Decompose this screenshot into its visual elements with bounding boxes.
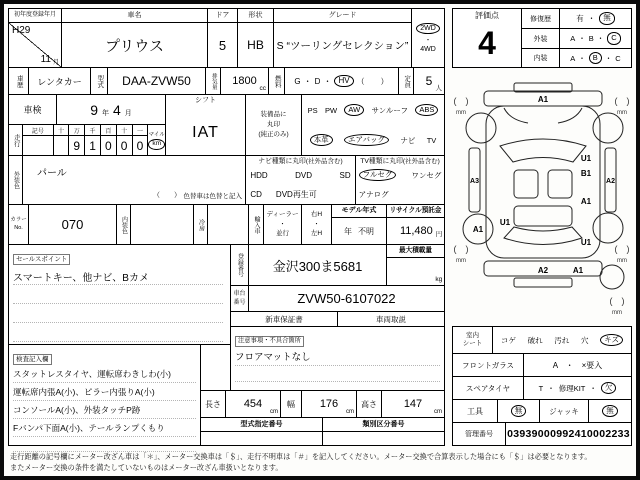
nav-type-header xyxy=(258,156,342,165)
seat-tear: 破れ xyxy=(527,335,543,345)
seat-condition-row xyxy=(452,326,632,354)
width-value: 176 xyxy=(319,398,339,410)
recycle-unit: 円 xyxy=(435,230,443,238)
door-label: ドア xyxy=(208,9,237,23)
type-designation-cell xyxy=(200,417,323,446)
seat-label-1: 室内 xyxy=(466,331,479,339)
spare-dot1: ・ xyxy=(547,383,555,393)
reg-number-label: 登録番号 xyxy=(236,253,243,277)
reg-month: 11 xyxy=(40,54,51,65)
capacity-label-cell xyxy=(398,67,414,95)
fuel-g: G xyxy=(294,76,301,86)
fuel-dot1: ・ xyxy=(303,76,312,86)
mileage-col-header: 万 xyxy=(69,125,84,136)
ext-c-circled: C xyxy=(607,32,620,44)
nav-hdd: HDD xyxy=(250,170,268,180)
equip-aw-circled: AW xyxy=(344,104,364,116)
int-c: C xyxy=(615,53,621,63)
int-color-label-cell xyxy=(116,204,131,245)
import-dot-1: ・ xyxy=(279,220,286,228)
aircon-label: 冷房 xyxy=(197,218,204,231)
shape-value: HB xyxy=(247,38,264,52)
fuel-dot2: ・ xyxy=(323,76,332,86)
model-code-label: 型式 xyxy=(96,74,104,88)
displacement-label-cell xyxy=(205,67,221,95)
equipment-items xyxy=(302,95,444,155)
headlight-right xyxy=(558,108,582,123)
spare-kit: 修理KIT xyxy=(558,383,586,393)
spare-area-circle xyxy=(600,265,624,289)
nav-type-cell xyxy=(245,155,356,205)
equip-navi: ナビ xyxy=(400,135,416,145)
seat-label-cell xyxy=(453,327,493,353)
nav-header-sub: (社外品含む) xyxy=(305,158,343,165)
ext-b: B xyxy=(588,34,594,43)
mm-bracket: ( ) xyxy=(614,96,630,106)
tv-header-sub: (社外品含む) xyxy=(402,158,440,165)
management-number-label: 管理番号 xyxy=(453,423,506,445)
damage-label-rear-a1: A1 xyxy=(572,266,584,275)
color-no-value: 070 xyxy=(28,204,117,245)
management-number-row xyxy=(452,422,632,446)
repair-history-options xyxy=(560,9,631,28)
seat-hole: 穴 xyxy=(581,335,589,345)
eval-score-label: 評価点 xyxy=(475,11,499,20)
int-dot2: ・ xyxy=(604,53,613,63)
height-cell xyxy=(381,390,445,418)
payload-unit: kg xyxy=(435,276,443,283)
headlight-left xyxy=(504,108,528,123)
notes-dotted-line xyxy=(235,366,440,382)
rear-seat xyxy=(514,206,572,226)
displacement-cell xyxy=(220,67,269,95)
mm-label: mm xyxy=(617,110,627,116)
recycle-cell xyxy=(386,204,445,245)
tool-value-cell xyxy=(498,400,540,422)
interior-grade-row xyxy=(521,48,632,68)
reg-month-unit: 月 xyxy=(52,60,59,66)
seat-right xyxy=(548,170,572,198)
windshield-value: A ・ ×要入 xyxy=(552,360,603,370)
tv-type-cell xyxy=(355,155,445,205)
sales-point-label: セールスポイント xyxy=(13,254,70,265)
rear-plate xyxy=(514,278,572,287)
exterior-grade-row xyxy=(521,28,632,49)
management-number-value: 03939000992410002233 xyxy=(507,428,630,440)
import-dealer-cell xyxy=(263,204,302,245)
repair-no-circled: 無 xyxy=(599,12,615,24)
mileage-digit: 0 xyxy=(136,138,144,153)
handle-cell xyxy=(301,204,332,245)
mm-label: mm xyxy=(456,110,466,116)
import-dealer: ディーラー xyxy=(266,210,299,218)
int-a: A xyxy=(570,53,576,63)
damage-label-floor-right: U1 xyxy=(580,238,592,247)
class-number-label: 類別区分番号 xyxy=(323,418,444,432)
seat-stain: 汚れ xyxy=(554,335,570,345)
footer-disclaimer xyxy=(10,452,632,474)
mileage-col xyxy=(85,125,101,155)
seat-label-2: シート xyxy=(462,340,483,347)
aircon-value xyxy=(207,204,249,245)
mileage-sign-col xyxy=(23,125,54,155)
capacity-label: 定員 xyxy=(403,74,411,88)
car-body-outline xyxy=(486,106,600,258)
int-color-value xyxy=(130,204,194,245)
handle-left: 左H xyxy=(310,230,323,238)
first-registration-cell xyxy=(8,8,62,68)
repair-history-label: 修復歴 xyxy=(522,9,560,28)
seat-left xyxy=(514,170,538,198)
shaken-year-unit: 年 xyxy=(102,109,109,117)
ext-color-label-cell xyxy=(8,155,23,205)
damage-label-a1-door: A1 xyxy=(580,197,592,206)
equip-airbag-circled: エアバッグ xyxy=(344,134,389,146)
mileage-sign-label: 記号 xyxy=(23,125,53,136)
width-cell xyxy=(301,390,357,418)
tv-fullseg-circled: フルセグ xyxy=(359,169,397,181)
reg-number-value: 金沢300ま5681 xyxy=(248,244,387,286)
sales-dotted-line xyxy=(13,285,223,304)
chassis-label-cell xyxy=(230,285,249,312)
car-name-cell xyxy=(61,8,208,68)
inspector-label: 検査記入欄 xyxy=(13,354,52,365)
reg-year: H29 xyxy=(12,25,31,36)
sales-point-inner xyxy=(9,245,227,345)
fuel-label: 燃料 xyxy=(273,74,281,88)
model-year-cell xyxy=(331,204,387,245)
interior-grade-label: 内装 xyxy=(522,49,560,67)
shift-label: シフト xyxy=(195,97,216,104)
equip-pw: PW xyxy=(324,105,338,115)
equip-tv: TV xyxy=(426,135,437,145)
nav-row-2 xyxy=(250,185,350,204)
ext-dot2: ・ xyxy=(596,34,605,43)
reg-number-label-cell xyxy=(230,244,249,286)
mileage-col-header: 十 xyxy=(117,125,132,136)
import-label: 輸入車 xyxy=(253,215,259,234)
equip-leather-circled: 本革 xyxy=(310,134,333,146)
model-code-value: DAA-ZVW50 xyxy=(107,67,206,95)
equipment-row-1 xyxy=(302,95,444,125)
length-cell xyxy=(225,390,281,418)
repair-yes: 有 xyxy=(576,14,584,23)
grade-cell xyxy=(273,8,412,68)
door-value: 5 xyxy=(218,37,227,53)
windshield xyxy=(500,139,586,162)
mm-label: mm xyxy=(612,310,622,316)
history-value: レンタカー xyxy=(28,67,91,95)
shape-cell xyxy=(237,8,274,68)
model-year-label: モデル年式 xyxy=(332,205,386,218)
chassis-value: ZVW50-6107022 xyxy=(248,285,445,312)
mileage-col xyxy=(133,125,149,155)
grade-value: S “ツーリングセレクション” xyxy=(276,39,409,52)
windshield-label: フロントガラス xyxy=(453,354,524,376)
sales-point-text: スマートキー、他ナビ、Bカメ xyxy=(13,269,223,285)
color-no-label-1: カラー xyxy=(10,217,27,224)
jack-label: ジャッキ xyxy=(540,400,589,422)
spare-missing-circled: 欠 xyxy=(601,382,617,394)
mileage-digit xyxy=(54,136,69,155)
equipment-label-1: 装備品に xyxy=(260,111,287,119)
inspector-line: 運転席内張A(小)、ピラー内張りA(小) xyxy=(13,383,196,401)
car-name-value: プリウス xyxy=(105,37,164,55)
height-label: 高さ xyxy=(356,390,382,418)
shaken-value-cell xyxy=(56,94,166,125)
mileage-col-header: 十 xyxy=(54,125,69,136)
wheel-rear-right xyxy=(593,213,623,243)
payload-label: 最大積載量 xyxy=(387,245,444,258)
nav-sd: SD xyxy=(339,170,351,180)
shaken-month: 4 xyxy=(113,101,121,118)
mileage-grid xyxy=(22,124,166,156)
notes-label: 注意事項・不具合箇所 xyxy=(235,336,304,347)
car-damage-diagram xyxy=(452,70,632,324)
displacement-label: 排気量 xyxy=(210,72,217,90)
equipment-label-cell xyxy=(246,95,302,155)
mm-bracket: ( ) xyxy=(453,244,469,254)
inspector-line: スタットレスタイヤ、運転席わきしわ(小) xyxy=(13,368,196,383)
history-label: 車歴 xyxy=(15,74,23,88)
first-registration-value xyxy=(9,23,61,67)
class-number-cell xyxy=(322,417,445,446)
tv-analog: アナログ xyxy=(358,189,389,199)
fuel-d: D xyxy=(314,76,321,86)
mileage-col xyxy=(101,125,117,155)
windshield-row xyxy=(452,353,632,377)
km-circled: km xyxy=(148,139,165,150)
type-designation-label: 型式指定番号 xyxy=(201,418,322,432)
notes-text: フロアマットなし xyxy=(235,349,440,366)
mm-bracket: ( ) xyxy=(609,296,625,306)
mileage-digit: 9 xyxy=(73,138,81,153)
mileage-col-header: 百 xyxy=(101,125,116,136)
mileage-col xyxy=(69,125,85,155)
height-value: 147 xyxy=(403,398,423,410)
damage-label-b1: B1 xyxy=(580,169,592,178)
length-value: 454 xyxy=(243,398,263,410)
warranty-cell: 新車保証書 xyxy=(230,311,338,327)
damage-label-wheel: A1 xyxy=(472,225,484,234)
nav-header-main: ナビ種類に丸印 xyxy=(258,158,306,165)
rear-window xyxy=(504,227,582,245)
color-no-label-cell xyxy=(8,204,29,245)
recycle-value: 11,480 xyxy=(399,225,433,237)
ext-color-cell xyxy=(22,155,246,205)
inspector-notes-box xyxy=(8,344,201,446)
payload-cell xyxy=(386,244,445,286)
footer-line-1: 走行距離の記号欄にメーター改ざん車は「＊」、メーター交換車は「＄」、走行不明車は「＃」を記入してください。メーター交換で合算表示した場合にも「＄」は必要となります。 xyxy=(10,452,592,461)
seat-scratch-circled: キズ xyxy=(600,334,623,346)
mileage-digit: 1 xyxy=(89,138,96,153)
mileage-digit: 0 xyxy=(120,138,128,153)
seat-burn: コゲ xyxy=(500,335,516,345)
chassis-label-1: 車台 xyxy=(233,291,246,298)
import-label-cell xyxy=(248,204,264,245)
fuel-paren: （ ） xyxy=(356,76,389,86)
jack-none-circled: 無 xyxy=(602,405,618,417)
inspector-notes-inner xyxy=(9,345,200,455)
eval-score-value: 4 xyxy=(478,25,496,62)
mile-label: マイル xyxy=(148,132,165,139)
wheel-front-left xyxy=(466,113,496,143)
mm-label: mm xyxy=(617,258,627,264)
model-year-value: 不明 xyxy=(358,226,374,236)
tool-none-circled: 無 xyxy=(511,405,527,417)
tv-header-main: TV種類に丸印 xyxy=(360,158,403,165)
import-parallel: 並行 xyxy=(276,230,289,238)
damage-label-right-panel: A2 xyxy=(606,178,615,185)
ext-dot1: ・ xyxy=(578,34,586,43)
equip-abs-circled: ABS xyxy=(415,104,438,116)
nav-cd: CD xyxy=(250,189,262,199)
width-unit: cm xyxy=(346,409,354,415)
notes-box xyxy=(230,326,445,391)
shift-value: IAT xyxy=(192,123,219,141)
model-year-value-row xyxy=(344,218,374,244)
drive-4wd: 4WD xyxy=(420,46,436,54)
shift-cell xyxy=(165,94,246,156)
mileage-col-header: 一 xyxy=(133,125,148,136)
damage-label-floor-left: U1 xyxy=(499,218,511,227)
repair-history-row xyxy=(521,8,632,29)
ext-color-value: パール xyxy=(37,168,67,179)
length-unit: cm xyxy=(270,409,278,415)
damage-label-left-panel: A3 xyxy=(470,178,479,185)
import-dot-2: ・ xyxy=(313,220,320,228)
first-registration-label: 初年度登録年月 xyxy=(9,9,61,23)
color-no-label-2: No. xyxy=(14,224,23,231)
model-year-unit: 年 xyxy=(344,226,352,236)
tools-row xyxy=(452,399,632,423)
damage-label-u1-top: U1 xyxy=(580,154,592,163)
fuel-options-cell xyxy=(284,67,399,95)
spare-tire-label: スペアタイヤ xyxy=(453,377,524,399)
height-unit: cm xyxy=(434,409,442,415)
mm-bracket: ( ) xyxy=(614,244,630,254)
damage-label-rear-a2: A2 xyxy=(537,266,549,275)
length-label: 長さ xyxy=(200,390,226,418)
repair-dot: ・ xyxy=(587,14,596,23)
footer-line-2: またメーター交換の条件を満たしていないものはメーター改ざん車扱いとなります。 xyxy=(10,462,283,472)
ext-color-note: 色替車は色替と記入 xyxy=(183,193,242,200)
mileage-label: 走行 xyxy=(12,133,20,147)
nav-dvd: DVD xyxy=(295,170,313,180)
eval-score-cell xyxy=(452,8,522,68)
mileage-sign-value xyxy=(23,136,53,155)
shaken-year: 9 xyxy=(90,101,98,118)
tv-row-2 xyxy=(359,185,442,204)
mileage-label-cell xyxy=(8,124,23,156)
shape-label: 形状 xyxy=(238,9,273,23)
inspector-line: コンソールA(小)、外装タッチP跡 xyxy=(13,401,196,419)
spare-tire-row xyxy=(452,376,632,400)
mileage-col-header: 千 xyxy=(85,125,100,136)
handle-right: 右H xyxy=(310,210,323,218)
equipment-row-2 xyxy=(302,125,444,155)
fuel-label-cell xyxy=(268,67,285,95)
sales-dotted-line xyxy=(13,304,223,323)
ext-a: A xyxy=(570,34,576,43)
displacement-unit: cc xyxy=(259,85,266,92)
model-code-label-cell xyxy=(90,67,108,95)
sales-point-box xyxy=(8,244,231,345)
inspector-line: Fバンパ下面A(小)、テールランプくもり xyxy=(13,419,196,437)
tv-type-header xyxy=(360,156,440,165)
damage-label-front: A1 xyxy=(537,95,549,104)
nav-dvd-play: DVD再生可 xyxy=(275,189,317,199)
equipment-label-3: (純正のみ) xyxy=(258,130,289,138)
drive-dot: ・ xyxy=(424,37,432,45)
int-dot1: ・ xyxy=(578,53,586,63)
chassis-label-2: 番号 xyxy=(233,299,246,306)
mm-bracket: ( ) xyxy=(453,96,469,106)
equip-sunroof: サンルーフ xyxy=(371,105,409,115)
spare-tire-options xyxy=(524,377,631,399)
aircon-label-cell xyxy=(193,204,208,245)
fuel-hv-circled: HV xyxy=(334,75,353,88)
history-label-cell xyxy=(8,67,29,95)
equip-ps: PS xyxy=(307,105,318,115)
tool-label: 工具 xyxy=(453,400,498,422)
car-name-label: 車名 xyxy=(62,9,207,23)
mileage-col xyxy=(117,125,133,155)
capacity-cell xyxy=(413,67,445,95)
equipment-label-2: 丸印 xyxy=(267,121,280,129)
shaken-label: 車検 xyxy=(8,94,57,125)
tv-row-1 xyxy=(359,165,442,184)
int-b-circled: B xyxy=(589,52,602,64)
drive-2wd-circled: 2WD xyxy=(416,23,440,34)
displacement-value: 1800 xyxy=(232,75,257,87)
seat-condition-options xyxy=(493,327,631,353)
manual-cell: 車両取説 xyxy=(337,311,445,327)
int-color-label: 内装色 xyxy=(120,215,127,234)
exterior-grade-label: 外装 xyxy=(522,29,560,48)
filler-cell xyxy=(200,344,231,391)
equipment-cell xyxy=(245,94,445,156)
tv-oneseg: ワンセグ xyxy=(411,170,442,180)
exterior-grade-options xyxy=(560,29,631,48)
ext-color-paren: （ ） xyxy=(153,192,181,199)
inspector-dotted-line xyxy=(13,437,196,452)
wheel-front-right xyxy=(593,113,623,143)
capacity-value: 5 xyxy=(425,74,433,88)
grade-label: グレード xyxy=(274,9,411,23)
spare-dot2: ・ xyxy=(589,383,597,393)
mileage-unit-col xyxy=(148,125,165,155)
interior-grade-options xyxy=(560,49,631,67)
shaken-month-unit: 月 xyxy=(124,109,132,117)
mileage-col xyxy=(54,125,70,155)
door-cell xyxy=(207,8,238,68)
capacity-unit: 人 xyxy=(435,85,442,92)
spare-t: T xyxy=(538,383,544,393)
nav-row-1 xyxy=(250,165,350,184)
ext-color-label: 外装色 xyxy=(12,171,19,189)
jack-value-cell xyxy=(589,400,631,422)
recycle-value-row xyxy=(389,218,443,244)
mm-label: mm xyxy=(456,258,466,264)
recycle-label: リサイクル預託金 xyxy=(387,205,444,218)
drivetrain-cell xyxy=(411,8,445,68)
mileage-digit: 0 xyxy=(105,138,112,153)
width-label: 幅 xyxy=(280,390,302,418)
sales-dotted-line xyxy=(13,323,223,342)
